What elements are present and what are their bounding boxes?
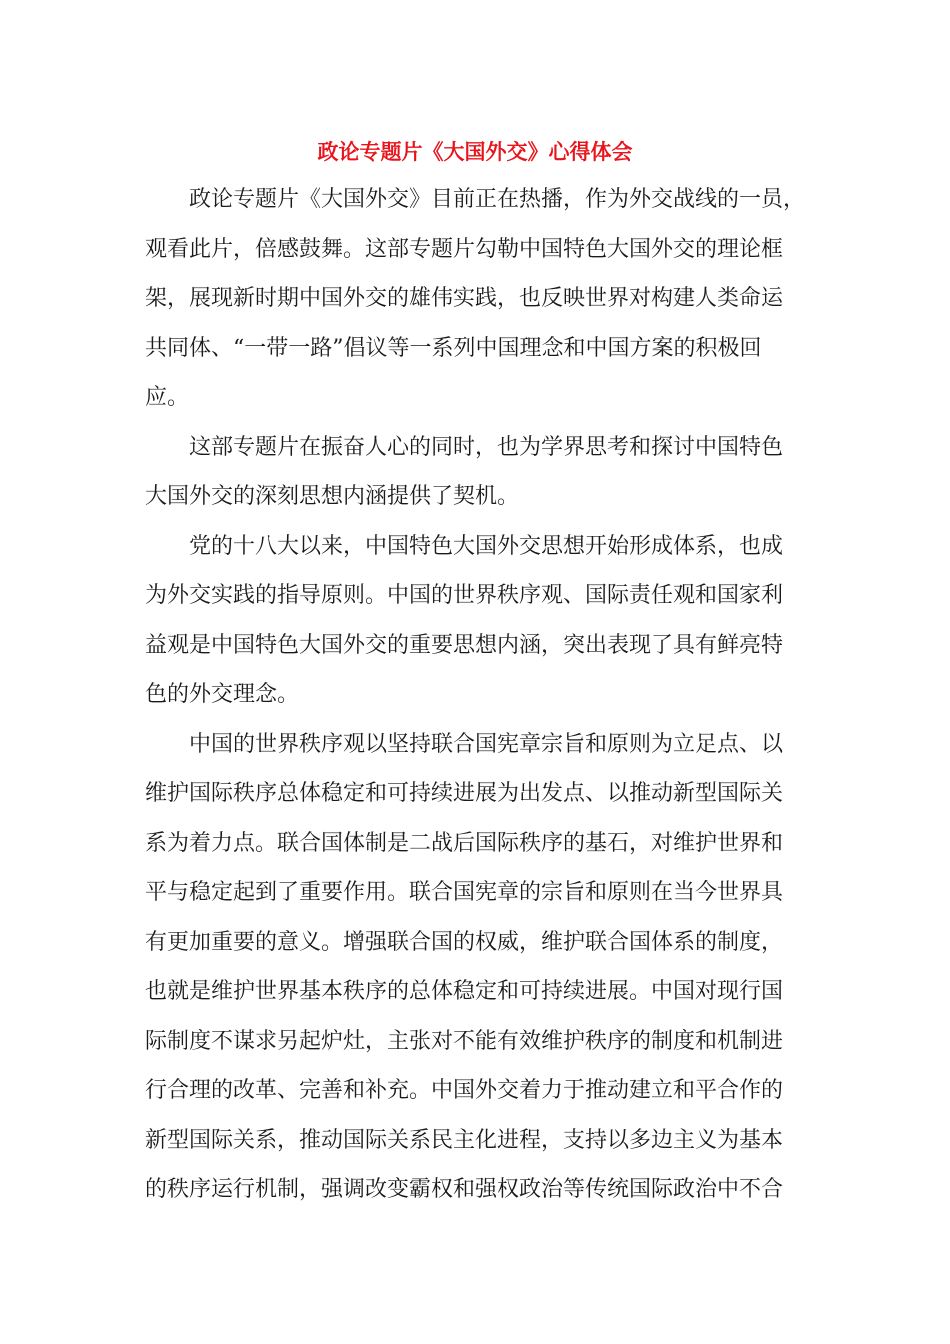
text-line: 这部专题片在振奋人心的同时，也为学界思考和探讨中国特色 xyxy=(189,434,784,460)
text-line: 党的十八大以来，中国特色大国外交思想开始形成体系，也成 xyxy=(189,533,784,559)
text-line: 行合理的改革、完善和补充。中国外交着力于推动建立和平合作的 xyxy=(145,1078,784,1103)
text-line: 大国外交的深刻思想内涵提供了契机。 xyxy=(145,484,520,509)
text-line: 共同体、“一带一路”倡议等一系列中国理念和中国方案的积极回 xyxy=(145,335,762,361)
text-line: 应。 xyxy=(145,385,190,410)
text-line: 益观是中国特色大国外交的重要思想内涵，突出表现了具有鲜亮特 xyxy=(145,632,784,658)
document-title: 政论专题片《大国外交》心得体会 xyxy=(317,139,633,164)
text-line: 也就是维护世界基本秩序的总体稳定和可持续进展。中国对现行国 xyxy=(145,979,784,1004)
document-body xyxy=(145,182,811,1222)
text-line: 架，展现新时期中国外交的雄伟实践，也反映世界对构建人类命运 xyxy=(145,286,784,311)
text-line: 新型国际关系，推动国际关系民主化进程，支持以多边主义为基本 xyxy=(145,1127,784,1153)
text-line: 为外交实践的指导原则。中国的世界秩序观、国际责任观和国家利 xyxy=(145,583,784,608)
text-line: 维护国际秩序总体稳定和可持续进展为出发点、以推动新型国际关 xyxy=(145,781,784,806)
text-line: 有更加重要的意义。增强联合国的权威，维护联合国体系的制度， xyxy=(145,929,784,955)
text-line: 政论专题片《大国外交》目前正在热播，作为外交战线的一员， xyxy=(189,187,806,212)
text-line: 的秩序运行机制，强调改变霸权和强权政治等传统国际政治中不合 xyxy=(145,1177,784,1202)
text-line: 观看此片，倍感鼓舞。这部专题片勾勒中国特色大国外交的理论框 xyxy=(145,236,784,262)
text-line: 系为着力点。联合国体制是二战后国际秩序的基石，对维护世界和 xyxy=(145,830,784,856)
text-line: 中国的世界秩序观以坚持联合国宪章宗旨和原则为立足点、以 xyxy=(189,731,784,757)
text-line: 平与稳定起到了重要作用。联合国宪章的宗旨和原则在当今世界具 xyxy=(145,880,784,905)
text-line: 际制度不谋求另起炉灶，主张对不能有效维护秩序的制度和机制进 xyxy=(145,1028,784,1054)
text-line: 色的外交理念。 xyxy=(145,682,300,707)
